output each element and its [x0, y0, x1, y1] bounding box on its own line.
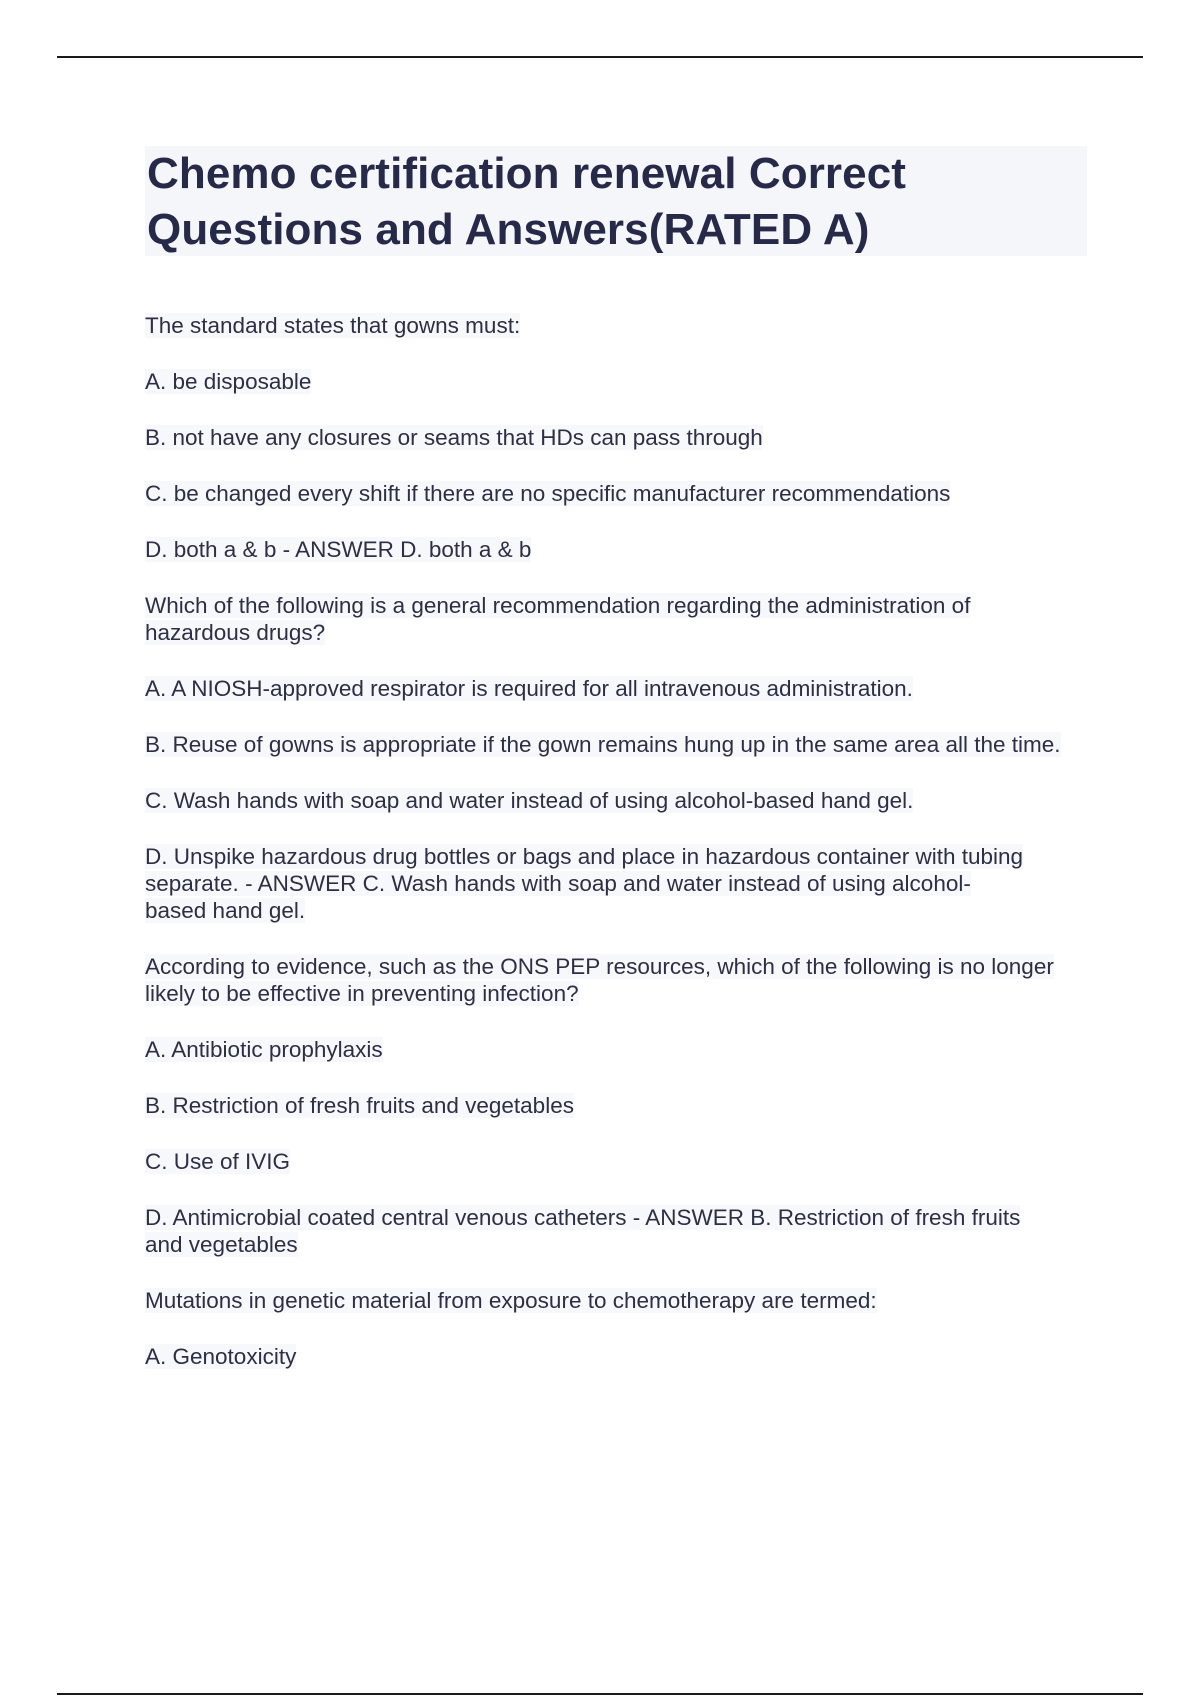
question-3-stem: According to evidence, such as the ONS PEP resources, which of the following is no longer likely to be effective in preventing infection? — [145, 954, 1054, 1006]
question-2-option-d-answer: D. Unspike hazardous drug bottles or bags and place in hazardous container with tubing separate. - ANSWER C. Wash hands with soap and water instead of using alcohol-based hand gel. — [145, 844, 1024, 923]
question-3-option-c: C. Use of IVIG — [145, 1149, 291, 1174]
page-title-line-2: Questions and Answers(RATED A) — [147, 205, 870, 254]
question-1-option-d-answer: D. both a & b - ANSWER D. both a & b — [145, 537, 532, 562]
bottom-rule — [57, 1693, 1143, 1695]
question-2-option-b: B. Reuse of gowns is appropriate if the gown remains hung up in the same area all the time. — [145, 732, 1061, 757]
page-title — [147, 146, 1087, 258]
title-block — [145, 146, 1087, 256]
page-title-line-1: Chemo certification renewal Correct — [147, 149, 907, 198]
question-3-option-b: B. Restriction of fresh fruits and vegetables — [145, 1093, 574, 1118]
question-4-stem: Mutations in genetic material from exposure to chemotherapy are termed: — [145, 1288, 877, 1313]
question-1-option-a: A. be disposable — [145, 369, 312, 394]
question-1-stem: The standard states that gowns must: — [145, 313, 521, 338]
question-3-option-a: A. Antibiotic prophylaxis — [145, 1037, 383, 1062]
question-1-option-b: B. not have any closures or seams that HDs can pass through — [145, 425, 763, 450]
question-2-stem: Which of the following is a general recommendation regarding the administration of hazardous drugs? — [145, 593, 971, 645]
question-4-option-a: A. Genotoxicity — [145, 1344, 297, 1369]
document-body — [145, 312, 1095, 1399]
question-2-option-c: C. Wash hands with soap and water instead of using alcohol-based hand gel. — [145, 788, 914, 813]
question-2-option-a: A. A NIOSH-approved respirator is required for all intravenous administration. — [145, 676, 913, 701]
top-rule — [57, 56, 1143, 58]
question-1-option-c: C. be changed every shift if there are no specific manufacturer recommendations — [145, 481, 951, 506]
question-3-option-d-answer: D. Antimicrobial coated central venous catheters - ANSWER B. Restriction of fresh fruits and vegetables — [145, 1205, 1021, 1257]
